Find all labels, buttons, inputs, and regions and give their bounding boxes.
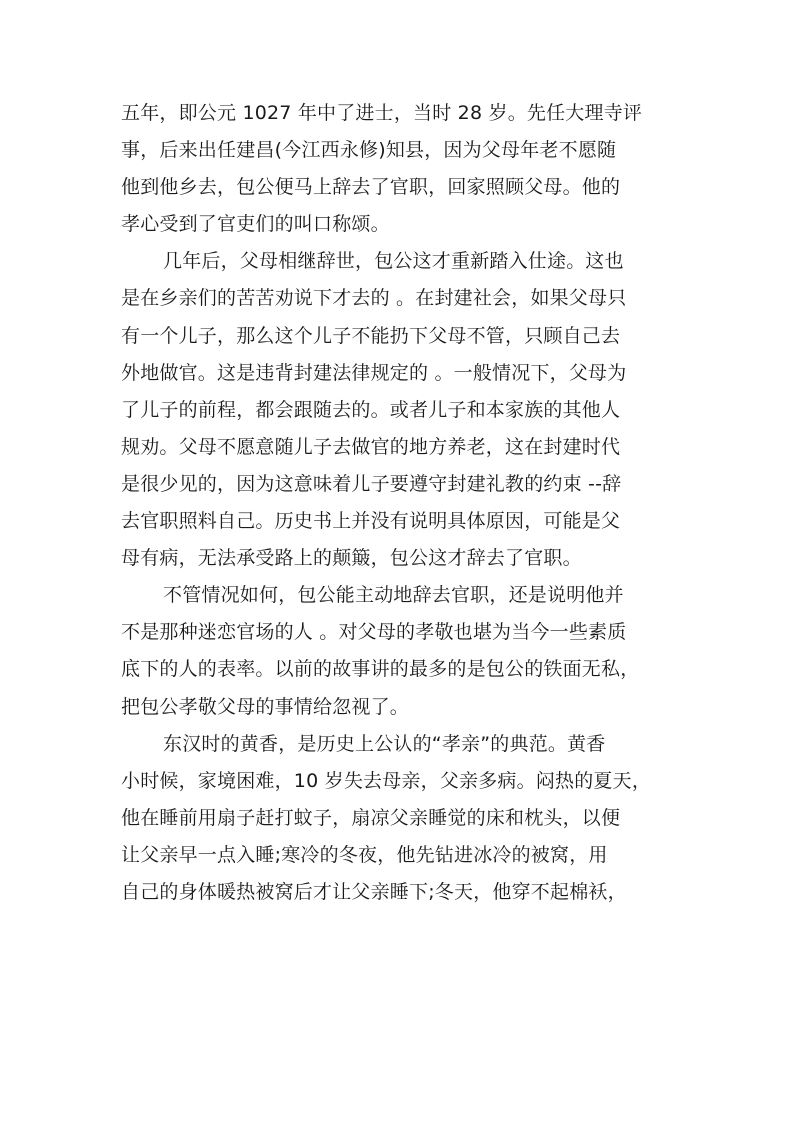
text-line: 自己的身体暖热被窝后才让父亲睡下;冬天，他穿不起棉袄， — [121, 880, 627, 903]
text-line: 让父亲早一点入睡;寒冷的冬夜，他先钻进冰冷的被窝，用 — [121, 843, 608, 866]
text-line: 母有病，无法承受路上的颠簸，包公这才辞去了官职。 — [121, 547, 582, 570]
text-line: 事，后来出任建昌(今江西永修)知县，因为父母年老不愿随 — [121, 139, 617, 162]
text-line: 规劝。父母不愿意随儿子去做官的地方养老，这在封建时代 — [121, 435, 621, 458]
text-line: 孝心受到了官吏们的叫口称颂。 — [121, 213, 390, 236]
text-line: 把包公孝敬父母的事情给忽视了。 — [121, 695, 410, 718]
text-line: 五年，即公元 1027 年中了进士，当时 28 岁。先任大理寺评 — [121, 102, 643, 124]
text-line: 是在乡亲们的苦苦劝说下才去的 。在封建社会，如果父母只 — [121, 287, 627, 310]
text-line: 是很少见的，因为这意味着儿子要遵守封建礼教的约束 --辞 — [121, 472, 622, 495]
paragraph-first-line: 东汉时的黄香，是历史上公认的“孝亲”的典范。黄香 — [163, 732, 606, 755]
text-line: 外地做官。这是违背封建法律规定的 。一般情况下，父母为 — [121, 361, 627, 384]
text-line: 了儿子的前程，都会跟随去的。或者儿子和本家族的其他人 — [121, 398, 621, 421]
text-line: 有一个儿子，那么这个儿子不能扔下父母不管，只顾自己去 — [121, 324, 621, 347]
text-line: 他在睡前用扇子赶打蚊子，扇凉父亲睡觉的床和枕头，以便 — [121, 806, 621, 829]
text-line: 去官职照料自己。历史书上并没有说明具体原因，可能是父 — [121, 510, 621, 533]
paragraph-first-line: 不管情况如何，包公能主动地辞去官职，还是说明他并 — [163, 584, 624, 607]
paragraph-first-line: 几年后，父母相继辞世，包公这才重新踏入仕途。这也 — [163, 250, 624, 273]
document-body — [121, 95, 681, 911]
text-line: 不是那种迷恋官场的人 。对父母的孝敬也堪为当今一些素质 — [121, 621, 627, 644]
text-line: 小时候，家境困难，10 岁失去母亲，父亲多病。闷热的夏天， — [121, 769, 652, 792]
text-line: 底下的人的表率。以前的故事讲的最多的是包公的铁面无私， — [121, 658, 640, 681]
text-line: 他到他乡去，包公便马上辞去了官职，回家照顾父母。他的 — [121, 176, 621, 199]
